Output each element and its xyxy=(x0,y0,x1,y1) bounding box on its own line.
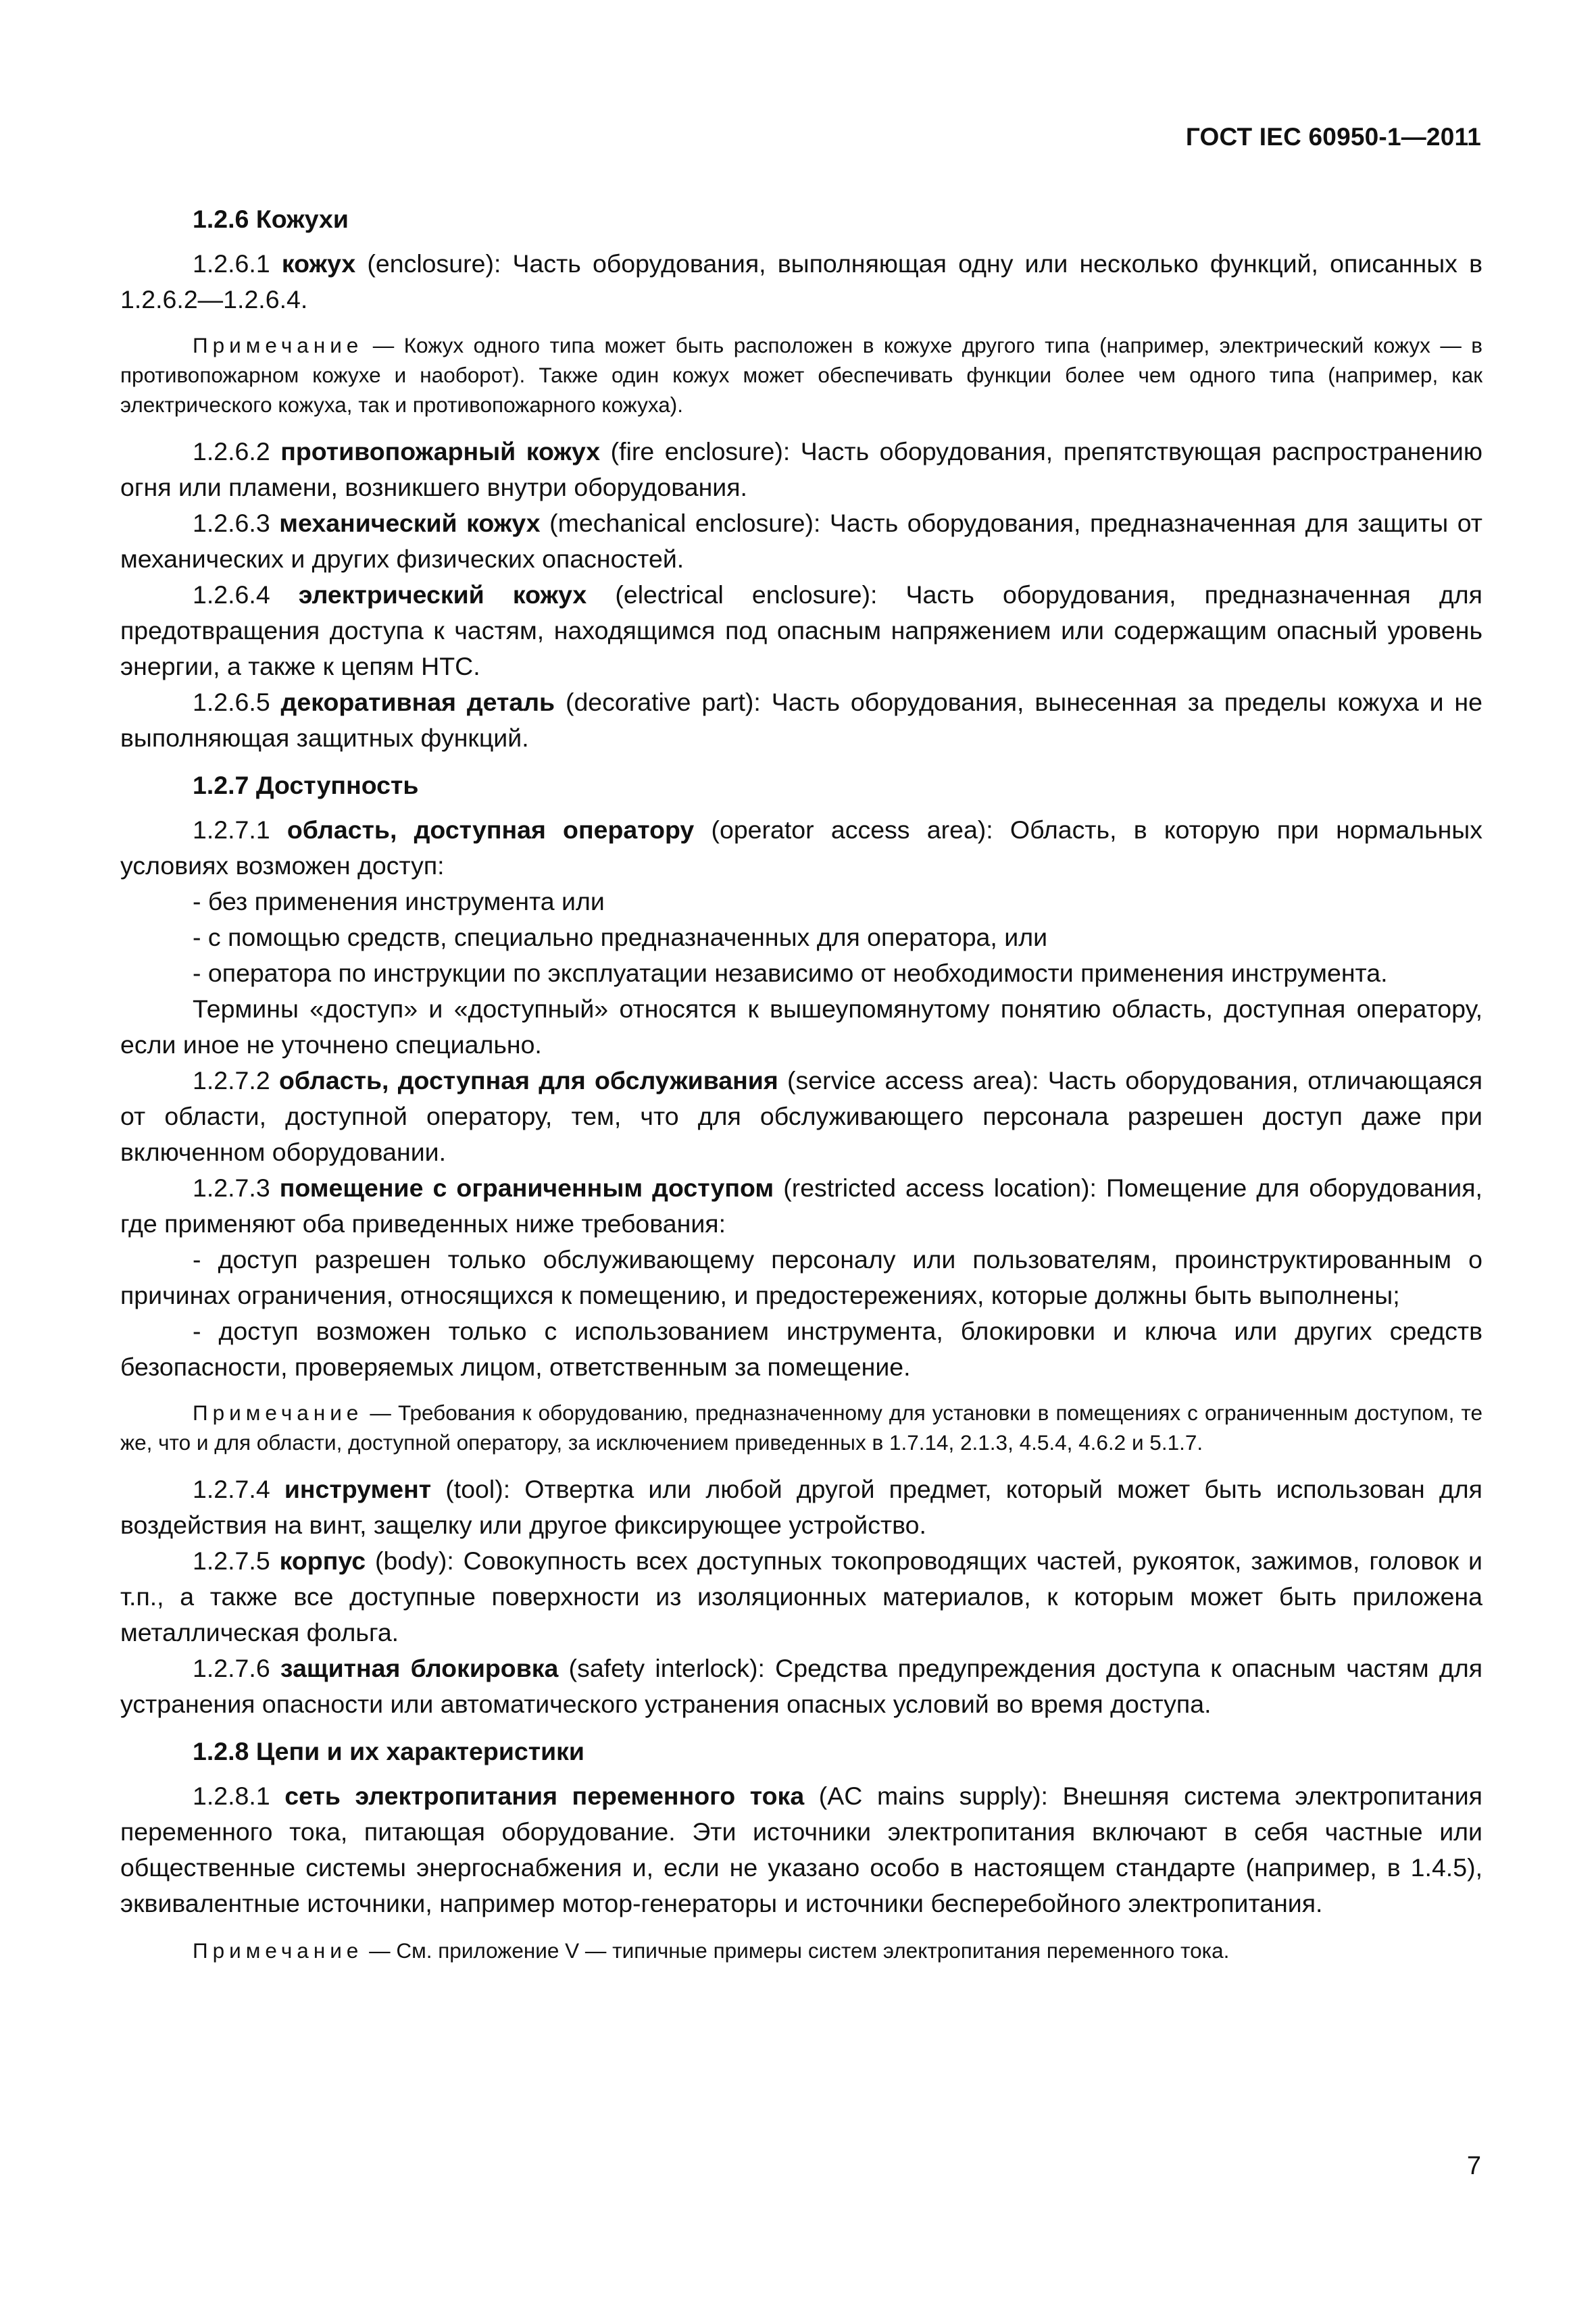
clause-text: (safety interlock): Средства предупреждения доступа к опасным частям для устранения опасности или автоматического устранения опасных условий во время доступа. xyxy=(120,1654,1483,1718)
document-header: ГОСТ IEC 60950-1—2011 xyxy=(1185,123,1481,151)
clause-number: 1.2.7.6 xyxy=(193,1654,280,1682)
clause-text: (body): Совокупность всех доступных токопроводящих частей, рукояток, зажимов, головок и т.п., а также все доступные поверхности из изоляционных материалов, к которым может быть приложена металлическая фольга. xyxy=(120,1546,1482,1646)
note-text: — Требования к оборудованию, предназначенному для установки в помещениях с ограниченным доступом, те же, что и для области, доступной оператору, за исключением приведенных в 1.7.14, 2.1.3, 4.5.4, 4.6.2 и 5.1.7. xyxy=(120,1401,1482,1455)
defined-term: кожух xyxy=(281,249,356,278)
defined-term: помещение с ограниченным доступом xyxy=(279,1174,774,1202)
clause-number: 1.2.7.4 xyxy=(193,1475,284,1503)
clause-text: (service access area): Часть оборудования, отличающаяся от области, доступной оператору, тем, что для обслуживающего персонала разрешен доступ даже при включенном оборудовании. xyxy=(120,1066,1483,1166)
list-item: - без применения инструмента или xyxy=(193,887,605,915)
clause-1-2-6-5 xyxy=(120,684,1482,756)
list-item: - с помощью средств, специально предназначенных для оператора, или xyxy=(193,923,1048,951)
clause-number: 1.2.7.1 xyxy=(193,815,287,844)
clause-number: 1.2.6.1 xyxy=(193,249,282,278)
section-heading-1-2-8: 1.2.8 Цепи и их характеристики xyxy=(193,1737,584,1765)
defined-term: противопожарный кожух xyxy=(280,437,601,466)
clause-1-2-7-5 xyxy=(120,1543,1482,1651)
clause-text: (AC mains supply): Внешняя система электропитания переменного тока, питающая оборудование. Эти источники электропитания включают в себя частные или общественные системы энергоснабжения и, если не указано особо в настоящем стандарте (например, в 1.4.5), эквивалентные источники, например мотор-генераторы и источники бесперебойного электропитания. xyxy=(120,1782,1482,1917)
defined-term: механический кожух xyxy=(279,509,541,537)
note-text: — Кожух одного типа может быть расположен в кожухе другого типа (например, электрический кожух — в противопожарном кожухе и наоборот). Также один кожух может обеспечивать функции более чем одного типа (например, как электрического кожуха, так и противопожарного кожуха). xyxy=(120,333,1482,417)
defined-term: декоративная деталь xyxy=(280,688,555,716)
list-item: - оператора по инструкции по эксплуатации независимо от необходимости применения инструмента. xyxy=(193,959,1388,987)
note-1 xyxy=(120,330,1482,420)
note-label: Примечание xyxy=(193,333,364,357)
section-heading-1-2-7: 1.2.7 Доступность xyxy=(193,771,419,799)
defined-term: электрический кожух xyxy=(298,580,587,609)
clause-1-2-8-1 xyxy=(120,1778,1482,1921)
clause-1-2-7-6 xyxy=(120,1651,1482,1722)
clause-1-2-7-3 xyxy=(120,1170,1482,1242)
defined-term: корпус xyxy=(279,1546,366,1575)
clause-1-2-7-4 xyxy=(120,1472,1482,1543)
clause-text: (enclosure): Часть оборудования, выполняющая одну или несколько функций, описанных в 1.2.6.2—1.2.6.4. xyxy=(120,249,1482,313)
clause-1-2-6-4 xyxy=(120,577,1482,684)
defined-term: область, доступная для обслуживания xyxy=(278,1066,778,1095)
clause-text: (fire enclosure): Часть оборудования, препятствующая распространению огня или пламени, возникшего внутри оборудования. xyxy=(120,437,1482,501)
defined-term: инструмент xyxy=(284,1475,432,1503)
clause-text: (mechanical enclosure): Часть оборудования, предназначенная для защиты от механических и других физических опасностей. xyxy=(120,509,1482,573)
clause-number: 1.2.7.5 xyxy=(193,1546,280,1575)
clause-1-2-7-1 xyxy=(120,812,1482,884)
clause-text: (decorative part): Часть оборудования, вынесенная за пределы кожуха и не выполняющая защитных функций. xyxy=(120,688,1482,752)
clause-number: 1.2.6.5 xyxy=(193,688,281,716)
clause-1-2-7-1-terms: Термины «доступ» и «доступный» относятся к вышеупомянутому понятию область, доступная оператору, если иное не уточнено специально. xyxy=(120,995,1482,1059)
clause-number: 1.2.8.1 xyxy=(193,1782,285,1810)
clause-1-2-6-1 xyxy=(120,246,1482,318)
clause-text: (electrical enclosure): Часть оборудования, предназначенная для предотвращения доступа к частям, находящимся под опасным напряжением или содержащим опасный уровень энергии, а также к цепям НТС. xyxy=(120,580,1482,680)
clause-number: 1.2.6.3 xyxy=(193,509,280,537)
clause-text: (operator access area): Область, в которую при нормальных условиях возможен доступ: xyxy=(120,815,1482,880)
clause-number: 1.2.7.2 xyxy=(193,1066,279,1095)
clause-number: 1.2.7.3 xyxy=(193,1174,280,1202)
clause-1-2-7-2 xyxy=(120,1063,1482,1170)
note-text: — См. приложение V — типичные примеры систем электропитания переменного тока. xyxy=(363,1938,1230,1963)
clause-1-2-6-3 xyxy=(120,505,1482,577)
clause-text: (restricted access location): Помещение для оборудования, где применяют оба приведенных ниже требования: xyxy=(120,1174,1482,1238)
document-body xyxy=(120,201,1482,1980)
list-item: - доступ возможен только с использованием инструмента, блокировки и ключа или других средств безопасности, проверяемых лицом, ответственным за помещение. xyxy=(120,1317,1482,1381)
section-heading-1-2-6: 1.2.6 Кожухи xyxy=(193,205,349,233)
note-2 xyxy=(120,1398,1482,1457)
defined-term: область, доступная оператору xyxy=(286,815,695,844)
clause-1-2-6-2 xyxy=(120,434,1482,505)
clause-text: (tool): Отвертка или любой другой предмет, который может быть использован для воздействия на винт, защелку или другое фиксирующее устройство. xyxy=(120,1475,1482,1539)
note-label: Примечание xyxy=(193,1938,364,1963)
page-number: 7 xyxy=(1466,2152,1481,2180)
list-item: - доступ разрешен только обслуживающему персоналу или пользователям, проинструктированным о причинах ограничения, относящихся к помещению, и предостережениях, которые должны быть выполнены; xyxy=(120,1245,1482,1309)
clause-number: 1.2.6.4 xyxy=(193,580,299,609)
defined-term: защитная блокировка xyxy=(280,1654,559,1682)
clause-number: 1.2.6.2 xyxy=(193,437,281,466)
note-3 xyxy=(120,1936,1482,1965)
note-label: Примечание xyxy=(193,1401,364,1425)
defined-term: сеть электропитания переменного тока xyxy=(284,1782,805,1810)
